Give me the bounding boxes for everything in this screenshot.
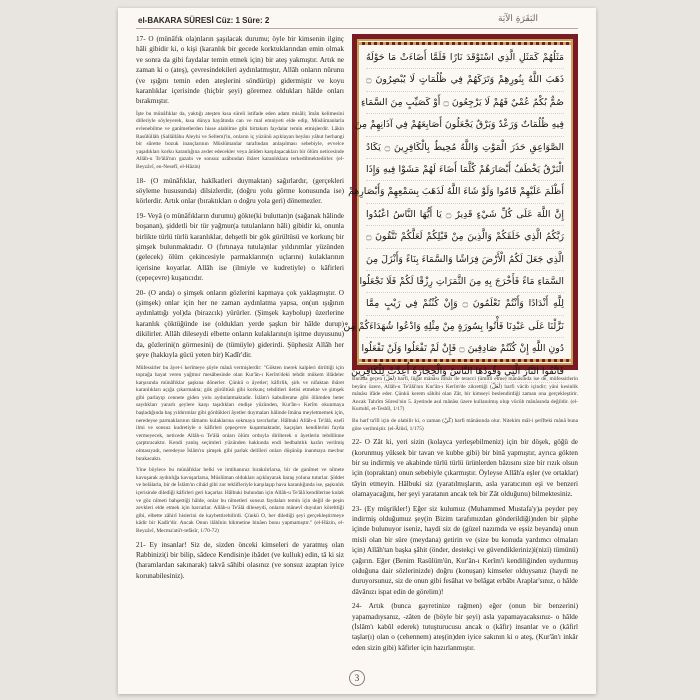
verse-20-translation: 20- (O anda) o şimşek onların gözlerini kapmaya çok yaklaşmıştır. O (şimşek) onlar için her ne zaman aydınlatma yapsa, on(un ışığının aydınlattığı yol)da (birazcık) yürürler. (Şimşek kaybolup) üzerlerine karanlık çöktüğünde ise (oldukları yerde şaşkın bir hâlde durup) dikilirler. Allâh dileseydi elbette onların kulaklarını(n işitme duyusunu) da, gözlerini(n görmesini) de (tümüyle) giderirdi. Şüphesiz Allâh her şeye (hakkıyla gücü yeten bir) Kadîr'dir. [136,288,344,360]
arabic-verse-line: الصَّوَاعِقِ حَذَرَ الْمَوْتِ وَاللَّهُ مُحِيطٌ بِالْكَافِرِينَ ۝ يَكَادُ [366,137,564,159]
arabic-verse-line: فَاتَّقُوا النَّارَ الَّتِي وَقُودُهَا النَّاسُ وَالْحِجَارَةُ أُعِدَّتْ لِلْكَافِرِينَ [366,361,564,383]
arabic-verse-line: الَّذِي جَعَلَ لَكُمُ الْأَرْضَ فِرَاشًا وَالسَّمَاءَ بِنَاءً وَأَنْزَلَ مِنَ [366,249,564,271]
lealla-note-2: Bu harf ta'lîl için de olabilir ki, o zaman (كَيْ) harfi mânâsında olur. Nitekim mâl-i şerîfteki mânâ buna göre verilmiştir. (el-Âlûsî, 1/175) [352,417,578,432]
arabic-verse-line: نَزَّلْنَا عَلَى عَبْدِنَا فَأْتُوا بِسُورَةٍ مِنْ مِثْلِهِ وَادْعُوا شُهَدَاءَكُمْ مِنْ [366,316,564,338]
lealla-note: Burada geçen (لَعَلَّ) harfi, lügat mânâsı itibâr ile teracci (ümitli etme) mânâsında ise de, müfessirlerin beyânı üzere, Allâh-u Te'âlâ'nın Kur'ân-ı Kerîm'de zikrettiği (لَعَلَّ) harfi vâcib içindir; yâni kesinlik mânâsı ifâde eder. Çünkü kerem sâhibi olan Zât, bir kimseyi beslendirdiği zaman ona gerçekleştirir. Ancak Tahrîm Sûresi'nin 5. âyetinde asıl mânâsı üzere kullanılmış olup vücûb mânâsında değildir. (el-Kurtubî, et-Teshîl, 1/17) [352,376,578,413]
arabic-text-frame [343,34,578,377]
arabic-header-title: البَقَرَةِ الآيَة [497,14,538,24]
arabic-verse-line: لِلَّهِ أَنْدَادًا وَأَنْتُمْ تَعْلَمُونَ ۝ وَإِنْ كُنْتُمْ فِي رَيْبٍ مِمَّا [366,293,564,315]
verse-24-translation: 24- Artık (bunca gayretinize rağmen) eğer (onun bir benzerini) yapamadıysanız, -zâten de (böyle bir şeyi) asla yapamayacaksınız- o hâlde (İslâm'ı kabûl ederek) tutuşturucusu ancak o (kâfir) insanlar ve o (kâfirl taşlar(ı) olan o (cehennem) ateş(in)den iyice sakının ki o ateş, (Kur'ân'ı inkâr eden sizin gibi) kâfirler için hazırlanmıştır. [352,602,578,652]
verse-18-translation: 18- (O münâfıklar, hakîkatleri duymaktan) sağırlardır, (gerçekleri söyleme hususunda) dilsizlerdir, (doğru yolu görme konusunda ise) körlerdir. Artık onlar (bıraktıkları o doğru yola geri) dönemezler. [136,176,344,206]
arabic-verse-line: رَبَّكُمُ الَّذِي خَلَقَكُمْ وَالَّذِينَ مِنْ قَبْلِكُمْ لَعَلَّكُمْ تَتَّقُونَ ۝ [366,226,564,248]
verse-22-translation: 22- O Zât ki, yeri sizin (kolayca yerleşebilmeniz) için bir döşek, göğü de (korunmuş yüksek bir tavan ve kubbe gibi) bir binâ yapmıştır, ayrıca gökten bir su indirmiş ve akabinde türlü türlü ürünlerden bâzısını size bir rızık olsun için (topraktan) onun sebebiyle çıkarmıştır. Öyleyse Allâh'a eşler (ve ortaklar) tâyin etmeyin. Hâlbuki siz (yaratılmışların, asla yaratıcının eşi ve benzeri olamayacağını, her şeyi yaratanın ancak tek bir Zât olduğunu) bilmektesiniz. [352,438,578,499]
ornament-border-top [359,42,571,45]
verse-17-commentary: İşte bu münâfıklar da, yaktığı ateşten kısa süreli istifade eden adam misâli; îmân kelimesini dilleriyle söyleyerek, kısa dünya hayâtında can ve mal emniyeti elde edip, Müslümanlarla evlenebilme ve ganîmetlerden hisse alabilme gibi birtakım faydalar temin etmişlerdir. Lâkin Rasûlüllâh (Sallâllâhu Aleyhi ve Sellem)'in, onların iç yüzünü açıklayan beyânı yâhut herhangi bir sûrette bozuk inançlarının Müslümanlar tarafından anlaşılması sebebiyle, evvelce yaşadıkları korku karanlığına avdet edecekler veya ânîden karşılaşacakları bir ölüm neticesinde Allâh-u Te'âlâ'nın gazabı ve sonsuz azâbından ibâret karanlıklara terkedilmektedirler. (el-Beyzâvî, en-Nesefî, el-Hâzin) [136,110,344,170]
page-number-label: 3 [349,670,365,686]
arabic-verse-line: فِيهِ ظُلُمَاتٌ وَرَعْدٌ وَبَرْقٌ يَجْعَلُونَ أَصَابِعَهُمْ فِي آذَانِهِمْ مِنَ [366,114,564,136]
verse-20-commentary: Müfessirler bu âyet-i kerîmeye şöyle mânâ vermişlerdir: "Gökten inerek kalpleri diriltiği için toprağa hayat veren yağmur mesâbesinde olan Kur'ân-ı Kerîm'deki tehdit mükem illâdeler karşısında münâfıklar şaşkına dönerler. Çünkü o âyetler; kâfirlik, şirk ve nifaktan ibâret karanlıkları açığa çıkarmakta; gök gürültüsü gibi korkunç tehditleri iletisi etmekte ve şimşek gibi parlayıp cennete giden yolu aydınlatmaktadır. İslâm'ı kabullenme gibi ölümden beter saydıkları yararlı şeylere karşı taşıdıkları endişe yüzünden, Kur'ân-ı Kerîm okunmaya başladığında baş yıldırımlar gibi gördükleri âyetler duymaları hâlinde îmâna meyletmemek için, neredeyse parmaklarının tâmamı kulaklarına sokmaya tavırlarlar. Hâlbuki Allâh-u Te'âlâ, ezelî ilmi ve sonsuz kudretiyle o kâfirleri çepeçevre kuşatmaktadır, kaçışları kendilerini fayda vermeyecek, neticede Allâh-u Te'âlâ onları ölüm orduyla dirilterek o âyetlerin tebdilinne çarptıracaktır. Kendi yanlış seçimleri yüzünden hakkında endi bedbahtlık karârı verilmiş olmasıyadı, neredeyse İslâm'ın şimşek gibi parlak delilleri onları düşünüp inanmaya mecbur bırakacaktı. [136,364,344,462]
arabic-verse-line: صُمٌّ بُكْمٌ عُمْيٌ فَهُمْ لَا يَرْجِعُونَ ۝ أَوْ كَصَيِّبٍ مِنَ السَّمَاءِ [366,92,564,114]
arabic-verse-line: مَثَلُهُمْ كَمَثَلِ الَّذِي اسْتَوْقَدَ نَارًا فَلَمَّا أَضَاءَتْ مَا حَوْلَهُ [366,47,564,69]
right-text-column [343,34,578,674]
verse-20-commentary-2: Yine böylece bu münâfıklar belki ve imtihanınız bırakılırlarsa, bir de ganîmet ve nîmete kavuşarak aydınlığa kavuşarlarsa, Müslüman oldukları açıklayarak baraş yoluna tuturlar. Şiddet ve belâlarla, bir de İslâm'ın cihâd gibi zor teklifleriyle karşılaşıp hava karanlığında ise, şaşkınlık içerisinde dilediği kâfirleri geri kaçarlar. Hâlbuki bulundan için Allâh-u Te'âlâ kendilerine kulak ve göz nîmeti bahşettiği hâlde, onlar bu nîmetleri sonsuz faydaları temin için değil de peşin zevkleri elde etmek için harcarlar. Allâh-u Te'âlâ dileseydi, onların mânevî duyuları körelttiği gibi, elbette zâhirî hislerini de kaybettirebilirdi. Çünkü O, her dilediği şeyi gerçekleştirmeye kâdir bir Kadîr'dir. Ancak Onun ilâhînin hikmetine binâen bunu yapmamıştır." (el-Hâzin, el-Beyzâvî, Mecma'atü't-tefâsîr, 1/70-72) [136,467,344,534]
page-number [118,670,596,686]
arabic-verse-line: الْبَرْقُ يَخْطَفُ أَبْصَارَهُمْ كُلَّمَا أَضَاءَ لَهُمْ مَشَوْا فِيهِ وَإِذَا [366,159,564,181]
verse-21-translation: 21- Ey insanlar! Siz de, sizden önceki kimseleri de yaratmış olan Rabbinizi(i bir bilip, sâdece Kendisin)e ibâdet (ve kulluk) edin, tâ ki siz (haramlardan sakınarak) takvâ sâhibi olasınız (ve sonsuz azaptan iyice korunabilesiniz). [136,540,344,580]
ornament-border-bottom [359,359,571,362]
surah-header: el-BAKARA SÜRESİ Cüz: 1 Sûre: 2 [138,16,270,25]
verse-19-translation: 19- Veyâ (o münâfıkların durumu) gökte(ki buluttan)n (sağanak hâlinde boşanan), şiddetli bir tür yağmur(a tutulanların hâli) gibidir ki, onunla birlikte türlü türlü karanlıklar, dehşetli bir gök gürültüsü ve korkunç bir şimşek bulunmaktadır. O (fırtınaya tutula)nlar yıldırımlar yüzünden (gelecek) ölüm çekincesiyle parmaklarını(n uçlarını) kulaklarının içerisine koyarlar. Allâh ise (ilmiyle ve kudretiyle) o kâfirleri (çepeçevre) kuşatıcıdır. [136,211,344,283]
verse-23-translation: 23- (Ey müşrikler!) Eğer siz kulumuz (Muhammed Mustafa'y)a peyder pey indirmiş olduğumuz şey(in Bizim tarafımızdan gönderildiği)nden bir şüphe içinde bulunuyor iseniz, haydi siz de (güzel nazımda ve eşsiz beyanda) onun misli olan bir süre (meydana) getirin ve (size bu konuda yardımcı olmaları için) Allâh'tan başka şâhit (önder, destekçi ve güvendikleriniz)i(nizi) tümünü) çağırın. Eğer (Benim Rasûlüm'ün, Kur'ân-ı Kerîm'i kendiliğinden uydurmuş olduğuna dair sözlerinizde) doğru (konuşan) kimseler olduysanız (haydi ne duruyorsunuz, siz de onun gibi fesâhat ve belâgat erbâbı Araplar'sınız, o hâlde dâvânızı ispat edin de görelim)! [352,504,578,596]
arabic-verse-line: السَّمَاءِ مَاءً فَأَخْرَجَ بِهِ مِنَ الثَّمَرَاتِ رِزْقًا لَكُمْ فَلَا تَجْعَلُوا [366,271,564,293]
header-divider [136,28,578,29]
document-page [118,8,596,694]
arabic-verse-line: إِنَّ اللَّهَ عَلَى كُلِّ شَيْءٍ قَدِيرٌ ۝ يَا أَيُّهَا النَّاسُ اعْبُدُوا [366,204,564,226]
left-text-column [136,34,344,674]
arabic-verse-line: أَظْلَمَ عَلَيْهِمْ قَامُوا وَلَوْ شَاءَ اللَّهُ لَذَهَبَ بِسَمْعِهِمْ وَأَبْصَارِهِمْ [366,181,564,203]
arabic-text-panel [343,39,573,377]
arabic-verse-line: ذَهَبَ اللَّهُ بِنُورِهِمْ وَتَرَكَهُمْ فِي ظُلُمَاتٍ لَا يُبْصِرُونَ ۝ [366,69,564,91]
arabic-verses [343,47,564,383]
arabic-verse-line: دُونِ اللَّهِ إِنْ كُنْتُمْ صَادِقِينَ ۝ فَإِنْ لَمْ تَفْعَلُوا وَلَنْ تَفْعَلُوا [366,338,564,360]
verse-17-translation: 17- O (münâfık ola)nların şaşılacak durumu; öyle bir kimsenin ilginç hâli gibidir ki, o kişi (karanlık bir gecede korktuklarından emin olmak ve sonra da gibi faydalar temin etmek için) bir ateş yakmıştır. Artık ne zaman ki o (ateş), çevresindekileri aydınlatmıştır, Allâh onların nûrunu (ve ışığını temin eden ateşlerini söndürüp) gidermiştir ve koyu karanlıklar içerisinde (hiçbir şeyi) göremez oldukları hâlde onları bırakmıştır. [136,35,344,106]
